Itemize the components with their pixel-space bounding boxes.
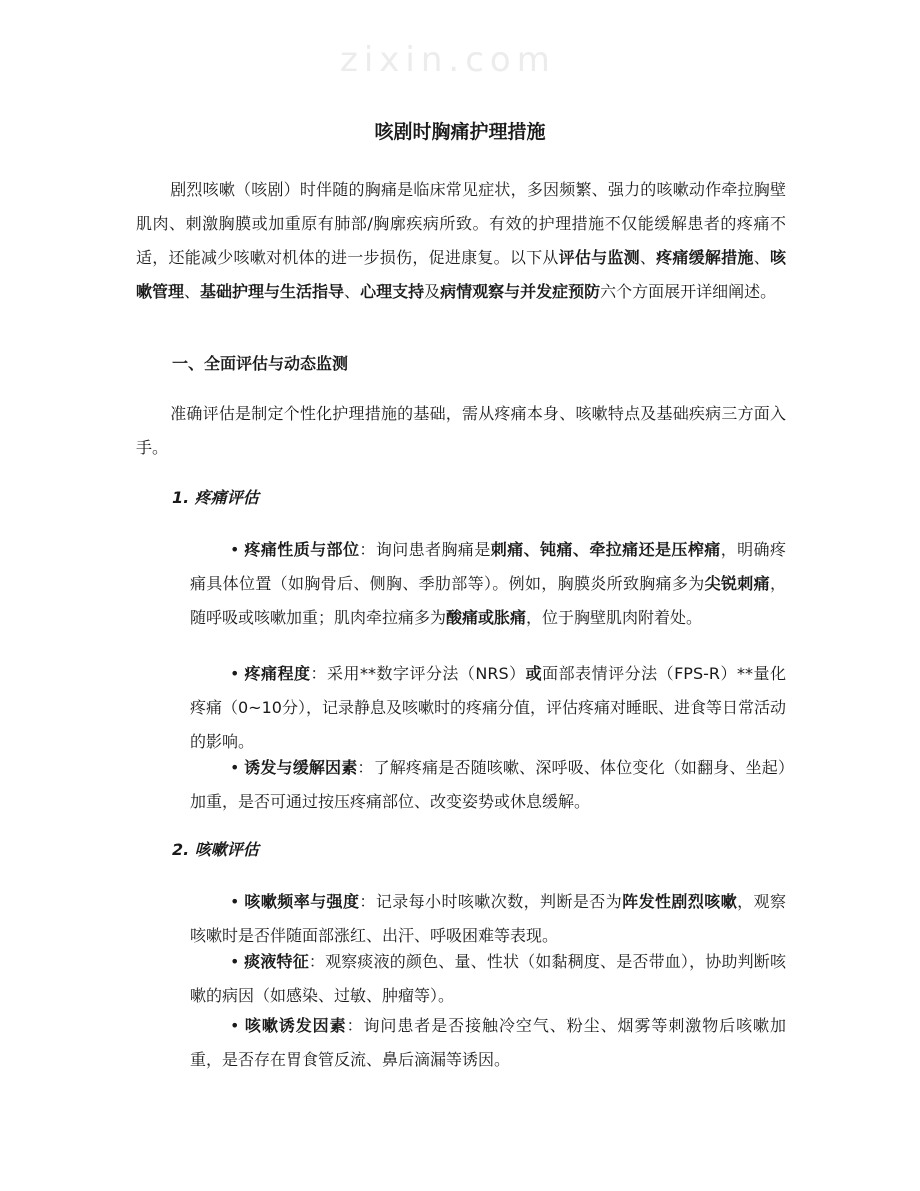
item-label: 诱发与缓解因素 xyxy=(244,758,358,777)
watermark: zixin.com xyxy=(340,40,556,80)
list-item: • 疼痛性质与部位：询问患者胸痛是刺痛、钝痛、牵拉痛还是压榨痛，明确疼痛具体位置（如胸骨后、侧胸、季肋部等）。例如，胸膜炎所致胸痛多为尖锐刺痛，随呼吸或咳嗽加重；肌肉牵拉痛多为酸痛或胀痛，位于胸壁肌肉附着处。 xyxy=(190,533,786,635)
bullet: • xyxy=(230,892,240,911)
list-item: • 疼痛程度：采用**数字评分法（NRS）或面部表情评分法（FPS-R）**量化疼痛（0~10分），记录静息及咳嗽时的疼痛分值，评估疼痛对睡眠、进食等日常活动的影响。 xyxy=(190,657,786,759)
intro-sep: 、 xyxy=(639,248,657,267)
item-label: 咳嗽频率与强度 xyxy=(244,892,360,911)
intro-text: 剧烈咳嗽（咳剧）时伴随的胸痛是临床常见症状，多因频繁、强力的咳嗽动作牵拉胸壁肌肉、刺激胸膜或加重原有肺部/胸廓疾病所致。有效的护理措施不仅能缓解患者的疼痛不适，还能减少咳嗽对机体的进一步损伤，促进康复。以下从 xyxy=(136,180,786,267)
list-item: • 咳嗽频率与强度：记录每小时咳嗽次数，判断是否为阵发性剧烈咳嗽，观察咳嗽时是否伴随面部涨红、出汗、呼吸困难等表现。 xyxy=(190,885,786,953)
section-intro-text: 准确评估是制定个性化护理措施的基础，需从疼痛本身、咳嗽特点及基础疾病三方面入手。 xyxy=(136,404,786,457)
intro-paragraph xyxy=(136,173,786,309)
subsection-heading-cough: 2. 咳嗽评估 xyxy=(172,840,259,859)
intro-bold-basic-care: 基础护理与生活指导 xyxy=(200,282,345,301)
item-label: 咳嗽诱发因素 xyxy=(244,1016,347,1035)
intro-sep: 及 xyxy=(424,282,441,301)
bullet: • xyxy=(230,664,240,683)
item-label: 疼痛程度 xyxy=(244,664,311,683)
bullet: • xyxy=(230,758,240,777)
intro-text-end: 六个方面展开详细阐述。 xyxy=(600,282,777,301)
item-label: 痰液特征 xyxy=(244,952,309,971)
section-intro-paragraph xyxy=(136,397,786,465)
intro-bold-observation: 病情观察与并发症预防 xyxy=(440,282,601,301)
intro-bold-pain-relief: 疼痛缓解措施 xyxy=(656,248,754,267)
section-heading: 一、全面评估与动态监测 xyxy=(172,354,349,373)
bullet: • xyxy=(230,952,240,971)
intro-sep: 、 xyxy=(184,282,201,301)
page-title: 咳剧时胸痛护理措施 xyxy=(374,121,546,143)
bullet: • xyxy=(230,540,240,559)
subsection-heading-pain: 1. 疼痛评估 xyxy=(172,488,259,507)
intro-sep: 、 xyxy=(753,248,770,267)
item-label: 疼痛性质与部位 xyxy=(244,540,360,559)
bullet: • xyxy=(230,1016,240,1035)
list-item: • 咳嗽诱发因素：询问患者是否接触冷空气、粉尘、烟雾等刺激物后咳嗽加重，是否存在胃食管反流、鼻后滴漏等诱因。 xyxy=(190,1009,786,1077)
intro-bold-cough-management: 咳嗽管理 xyxy=(136,248,786,301)
list-item: • 痰液特征：观察痰液的颜色、量、性状（如黏稠度、是否带血），协助判断咳嗽的病因（如感染、过敏、肿瘤等）。 xyxy=(190,945,786,1013)
list-item: • 诱发与缓解因素：了解疼痛是否随咳嗽、深呼吸、体位变化（如翻身、坐起）加重，是否可通过按压疼痛部位、改变姿势或休息缓解。 xyxy=(190,751,786,819)
intro-sep: 、 xyxy=(344,282,361,301)
intro-bold-assessment: 评估与监测 xyxy=(558,248,640,267)
intro-bold-psych-support: 心理支持 xyxy=(360,282,425,301)
